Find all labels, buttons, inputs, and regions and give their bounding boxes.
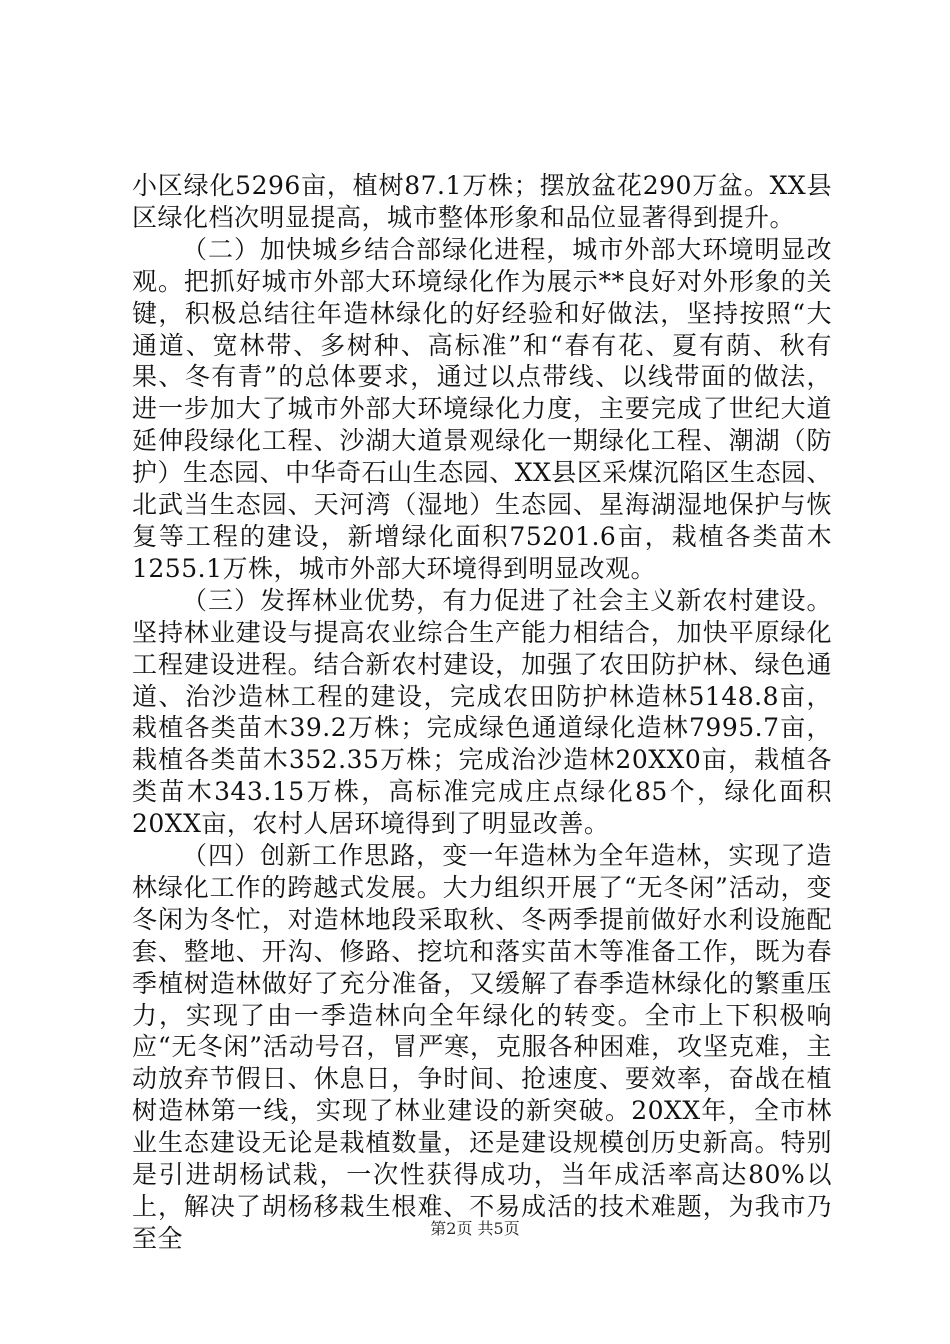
- paragraph-continuation: 小区绿化5296亩，植树87.1万株；摆放盆花290万盆。XX县区绿化档次明显提高，城市整体形象和品位显著得到提升。: [132, 171, 832, 232]
- document-body: [132, 170, 832, 1255]
- page-number-footer: 第2页 共5页: [430, 1219, 520, 1238]
- paragraph-section-2: （二）加快城乡结合部绿化进程，城市外部大环境明显改观。把抓好城市外部大环境绿化作为展示**良好对外形象的关键，积极总结往年造林绿化的好经验和好做法，坚持按照“大通道、宽林带、多树种、高标准”和“春有花、夏有荫、秋有果、冬有青”的总体要求，通过以点带线、以线带面的做法，进一步加大了城市外部大环境绿化力度，主要完成了世纪大道延伸段绿化工程、沙湖大道景观绿化一期绿化工程、潮湖（防护）生态园、中华奇石山生态园、XX县区采煤沉陷区生态园、北武当生态园、天河湾（湿地）生态园、星海湖湿地保护与恢复等工程的建设，新增绿化面积75201.6亩，栽植各类苗木1255.1万株，城市外部大环境得到明显改观。: [132, 234, 832, 583]
- paragraph-section-3: （三）发挥林业优势，有力促进了社会主义新农村建设。坚持林业建设与提高农业综合生产能力相结合，加快平原绿化工程建设进程。结合新农村建设，加强了农田防护林、绿色通道、治沙造林工程的建设，完成农田防护林造林5148.8亩，栽植各类苗木39.2万株；完成绿色通道绿化造林7995.7亩，栽植各类苗木352.35万株；完成治沙造林20XX0亩，栽植各类苗木343.15万株，高标准完成庄点绿化85个，绿化面积20XX亩，农村人居环境得到了明显改善。: [132, 585, 832, 839]
- paragraph-section-4: （四）创新工作思路，变一年造林为全年造林，实现了造林绿化工作的跨越式发展。大力组织开展了“无冬闲”活动，变冬闲为冬忙，对造林地段采取秋、冬两季提前做好水利设施配套、整地、开沟、修路、挖坑和落实苗木等准备工作，既为春季植树造林做好了充分准备，又缓解了春季造林绿化的繁重压力，实现了由一季造林向全年绿化的转变。全市上下积极响应“无冬闲”活动号召，冒严寒，克服各种困难，攻坚克难，主动放弃节假日、休息日，争时间、抢速度、要效率，奋战在植树造林第一线，实现了林业建设的新突破。20XX年，全市林业生态建设无论是栽植数量，还是建设规模创历史新高。特别是引进胡杨试栽，一次性获得成功，当年成活率高达80%以上，解决了胡杨移栽生根难、不易成活的技术难题，为我市乃至全: [132, 841, 832, 1253]
